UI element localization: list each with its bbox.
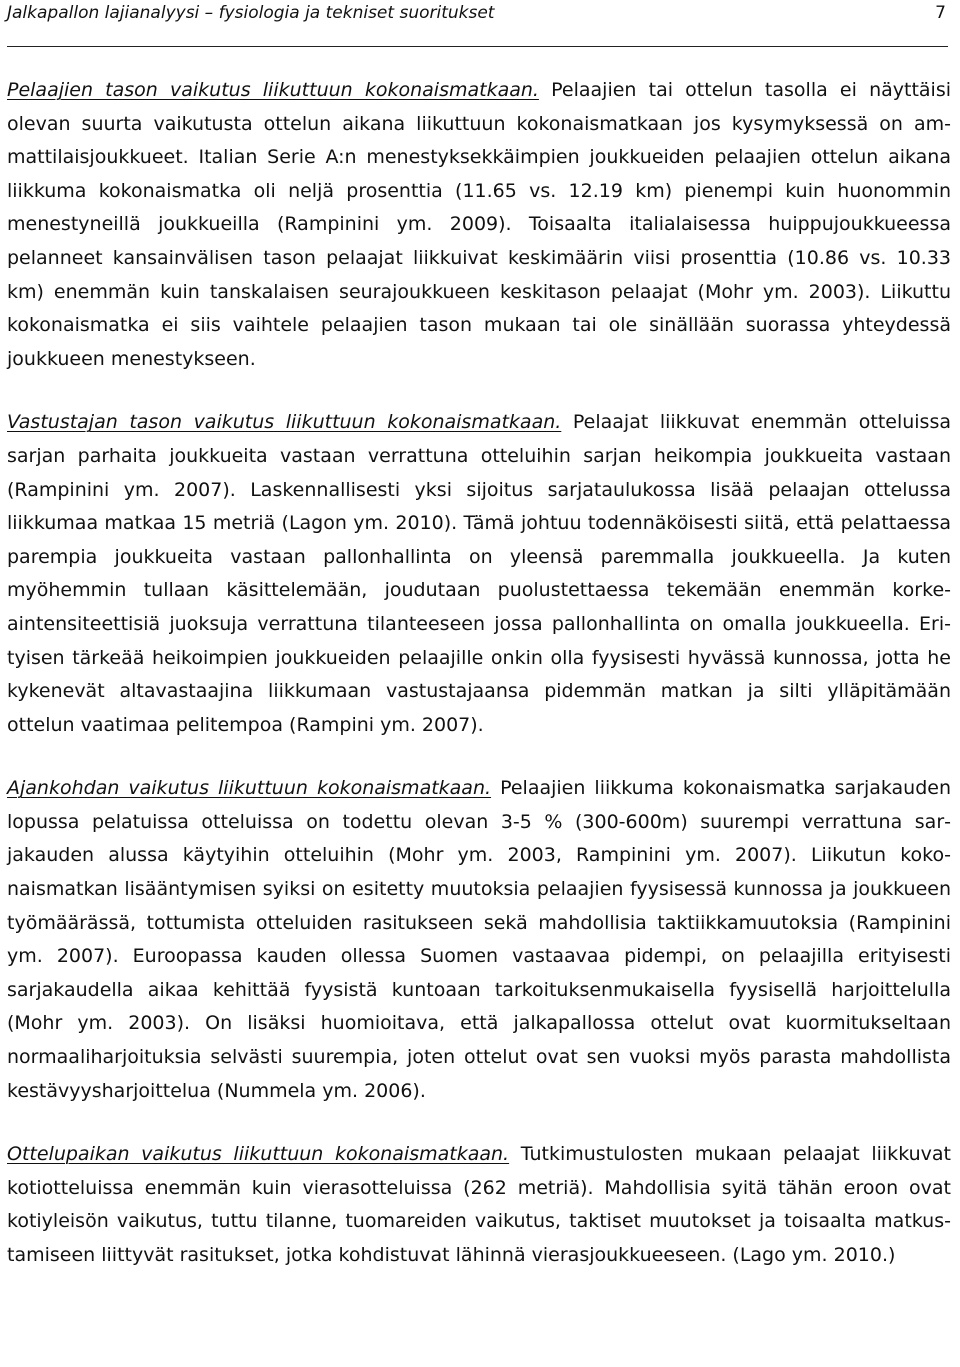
paragraph-player-level <box>7 74 951 376</box>
running-header <box>7 0 948 47</box>
paragraph-text: Pelaajien tai ottelun tasolla ei näyttäisi olevan suurta vaikutusta ottelun aikana liikuttuun kokonaismatkaan jos kysymyksessä on ammattilaisjoukkueet. Italian Serie A:n menestyksekkäimpien joukkueiden pelaajien ottelun aikana liikkuma kokonaismatka oli neljä prosenttia (11.65 vs. 12.19 km) pienempi kuin huonommin menestyneillä joukkueilla (Rampinini ym. 2009). Toisaalta italialaisessa huippujoukkueessa pelanneet kansainvälisen tason pelaajat liikkuivat keskimäärin viisi prosenttia (10.86 vs. 10.33 km) enemmän kuin tanskalaisen seurajoukkueen keskitason pelaajat (Mohr ym. 2003). Liikuttu kokonaismatka ei siis vaihtele pelaajien tason mukaan tai ole sinällään suorassa yhteydessä joukkueen menestykseen. <box>7 79 951 370</box>
paragraph-opponent-level <box>7 406 951 742</box>
paragraph-text: Tutkimustulosten mukaan pelaajat liikkuvat kotiotteluissa enemmän kuin vierasotteluissa (262 metriä). Mahdollisia syitä tähän eroon ovat kotiyleisön vaikutus, tuttu tilanne, tuomareiden vaikutus, taktiset muutokset ja toisaalta matkustamiseen liittyvät rasitukset, jotka kohdistuvat lähinnä vierasjoukkueeseen. (Lago ym. 2010.) <box>7 1143 951 1266</box>
paragraph-season-timing <box>7 772 951 1108</box>
paragraph-text: Pelaajien liikkuma kokonaismatka sarjakauden lopussa pelatuissa otteluissa on todettu olevan 3-5 % (300-600m) suurempi verrattuna sarjakauden alussa käytyihin otteluihin (Mohr ym. 2003, Rampinini ym. 2007). Liikutun kokonaismatkan lisääntymisen syiksi on esitetty muutoksia pelaajien fyysisessä kunnossa ja joukkueen työmäärässä, tottumista otteluiden rasitukseen sekä mahdollisia taktiikkamuutoksia (Rampinini ym. 2007). Euroopassa kauden ollessa Suomen vastaavaa pidempi, on pelaajilla erityisesti sarjakaudella aikaa kehittää fyysistä kuntoaan tarkoituksenmukaisella fyysisellä harjoittelulla (Mohr ym. 2003). On lisäksi huomioitava, että jalkapallossa ottelut ovat kuormitukseltaan normaaliharjoituksia selvästi suurempia, joten ottelut ovat sen vuoksi myös parasta mahdollista kestävyysharjoittelua (Nummela ym. 2006). <box>7 777 952 1102</box>
paragraph-text: Pelaajat liikkuvat enemmän otteluissa sarjan parhaita joukkueita vastaan verrattuna otteluihin sarjan heikompia joukkueita vastaan (Rampinini ym. 2007). Laskennallisesti yksi sijoitus sarjataulukossa lisää pelaajan ottelussa liikkumaa matkaa 15 metriä (Lagon ym. 2010). Tämä johtuu todennäköisesti siitä, että pelattaessa parempia joukkueita vastaan pallonhallinta on yleensä paremmalla joukkueella. Ja kuten myöhemmin tullaan käsittelemään, joudutaan puolustettaessa tekemään enemmän korkeaintensiteettisiä juoksuja verrattuna tilanteeseen jossa pallonhallinta on omalla joukkueella. Erityisen tärkeää heikoimpien joukkueiden pelaajille onkin olla fyysisesti hyvässä kunnossa, jotta he kykenevät altavastaajina liikkumaan vastustajaansa pidemmän matkan ja silti ylläpitämään ottelun vaatimaa pelitempoa (Rampini ym. 2007). <box>7 411 951 736</box>
body-text <box>7 74 951 1273</box>
page-number: 7 <box>935 3 946 23</box>
paragraph-match-venue <box>7 1138 951 1272</box>
paragraph-heading: Pelaajien tason vaikutus liikuttuun kokonaismatkaan. <box>7 79 539 101</box>
paragraph-heading: Ajankohdan vaikutus liikuttuun kokonaismatkaan. <box>7 777 492 800</box>
running-title: Jalkapallon lajianalyysi – fysiologia ja tekniset suoritukset <box>7 3 495 23</box>
paragraph-heading: Ottelupaikan vaikutus liikuttuun kokonaismatkaan. <box>7 1143 510 1166</box>
paragraph-heading: Vastustajan tason vaikutus liikuttuun kokonaismatkaan. <box>7 411 562 434</box>
